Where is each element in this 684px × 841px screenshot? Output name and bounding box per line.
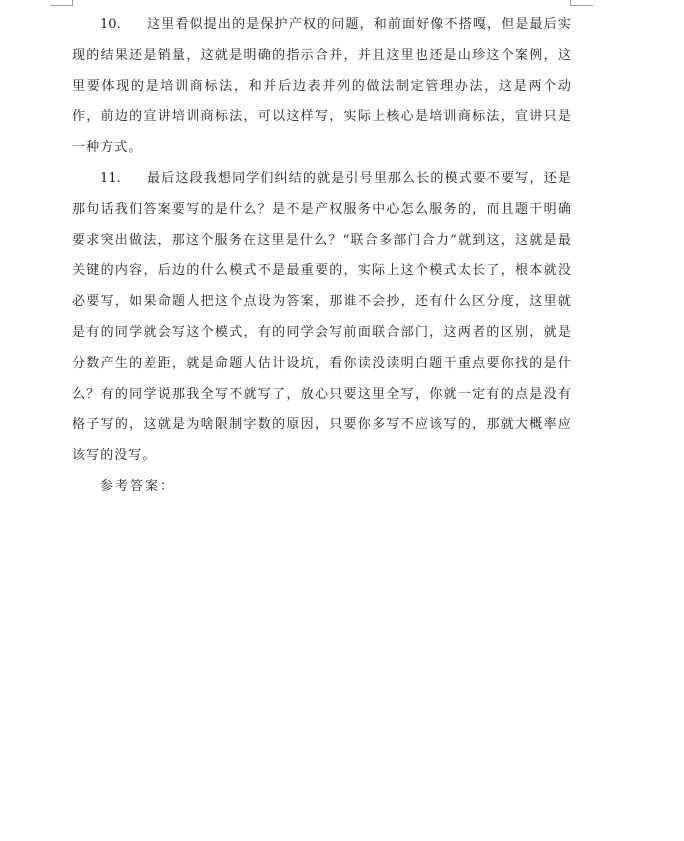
- paragraph-11: [72, 164, 572, 472]
- paragraph-text: 最后这段我想同学们纠结的就是引号里那么长的模式要不要写，还是那句话我们答案要写的是什么？是不是产权服务中心怎么服务的，而且题干明确要求突出做法，那这个服务在这里是什么？“联合多部门合力”就到这，这就是最关键的内容，后边的什么模式不是最重要的，实际上这个模式太长了，根本就没必要写，如果命题人把这个点设为答案，那谁不会抄，还有什么区分度，这里就是有的同学就会写这个模式，有的同学会写前面联合部门，这两者的区别，就是分数产生的差距，就是命题人估计设坑，看你读没读明白题干重点要你找的是什么？有的同学说那我全写不就写了，放心只要这里全写，你就一定有的点是没有格子写的，这就是为啥限制字数的原因，只要你多写不应该写的，那就大概率应该写的没写。: [72, 170, 572, 464]
- paragraph-number: 10.: [100, 17, 121, 32]
- crop-mark-left: [50, 0, 73, 6]
- crop-mark-right: [570, 0, 593, 6]
- paragraph-10: [72, 10, 572, 164]
- paragraph-number: 11.: [100, 170, 121, 186]
- document-body: [72, 10, 572, 503]
- answer-heading: 参考答案：: [100, 478, 176, 494]
- paragraph-text: 这里看似提出的是保护产权的问题，和前面好像不搭嘎，但是最后实现的结果还是销量，这就是明确的指示合并，并且这里也还是山珍这个案例，这里要体现的是培训商标法，和并后边表并列的做法制定管理办法，这是两个动作，前边的宣讲培训商标法，可以这样写，实际上核心是培训商标法，宣讲只是一种方式。: [72, 17, 572, 156]
